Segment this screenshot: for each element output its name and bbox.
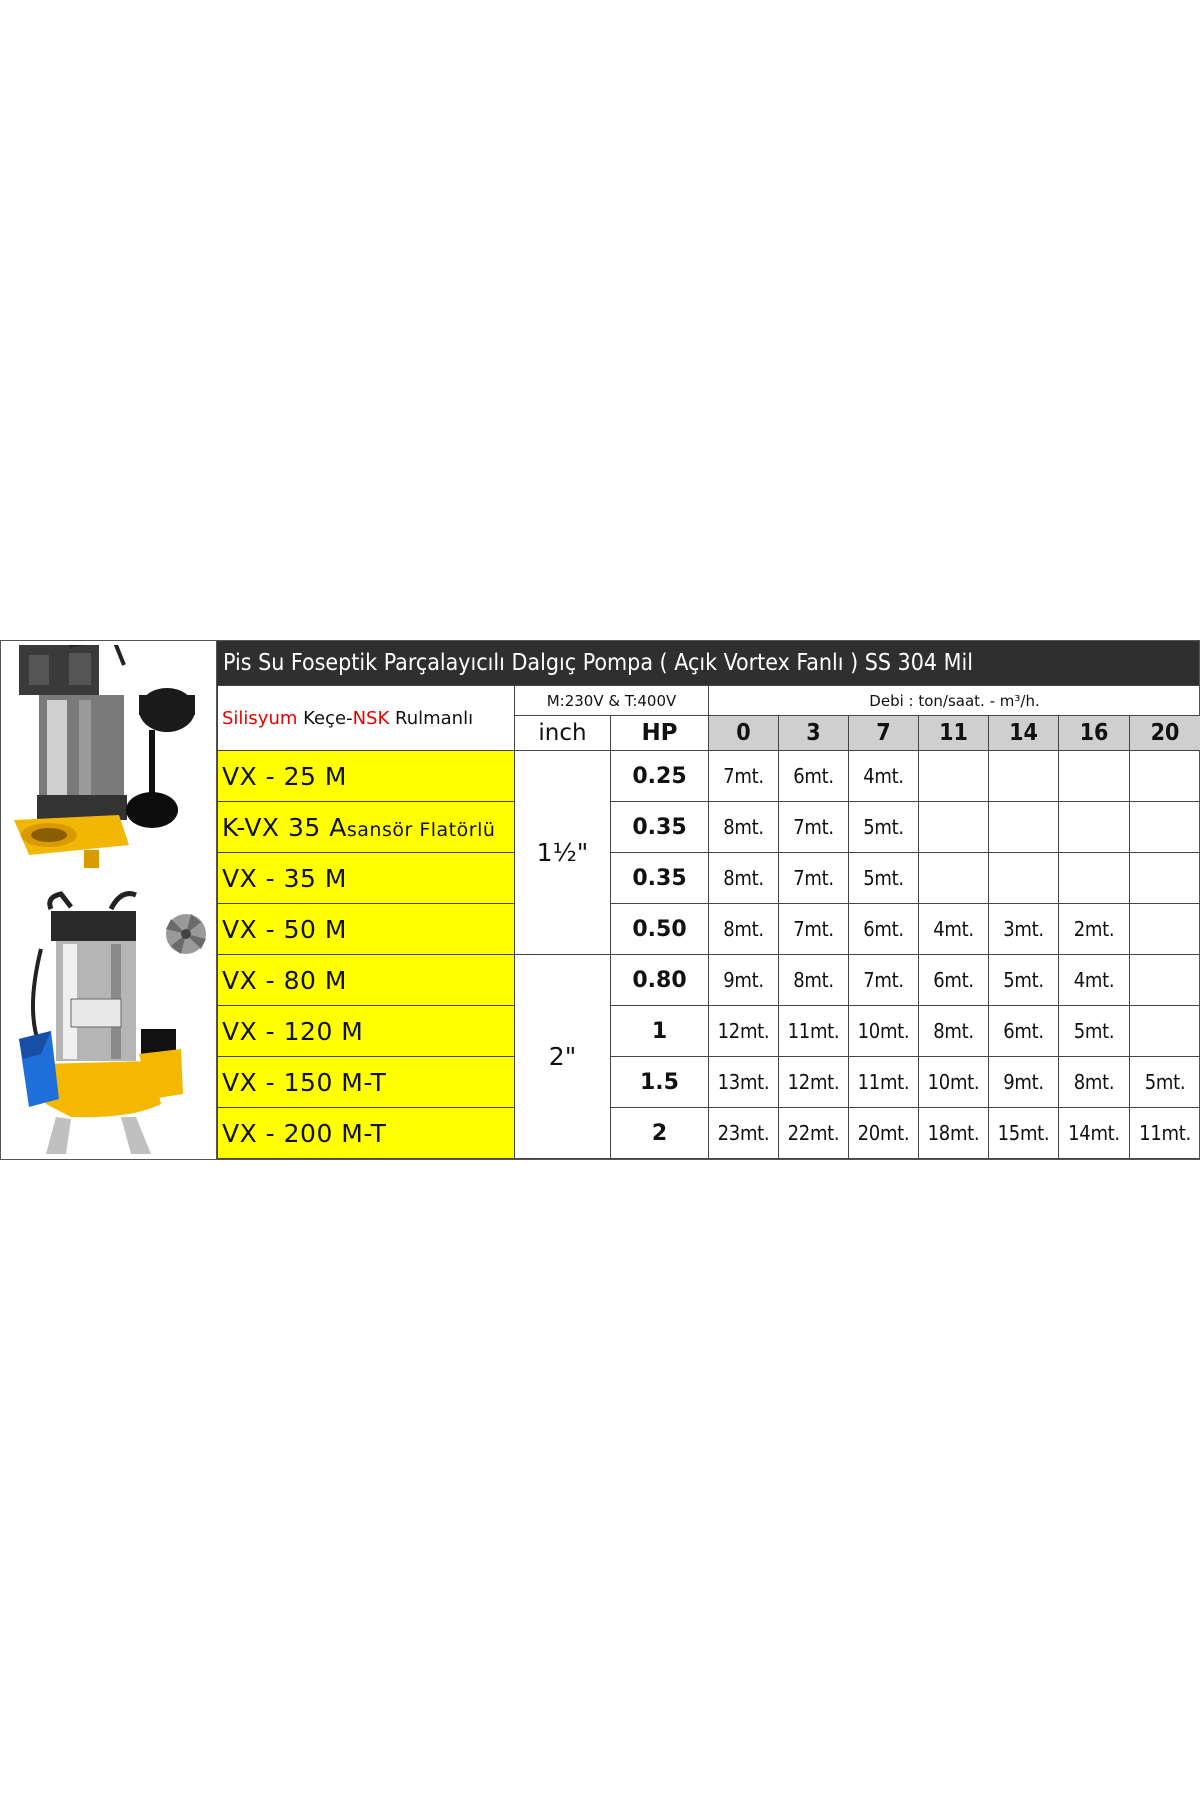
head-value: 3mt. [989,904,1059,955]
head-value: 7mt. [779,904,849,955]
inch-size: 2" [515,955,611,1159]
feature-kece: Keçe- [297,707,353,729]
head-value [1130,802,1200,853]
head-value: 8mt. [709,853,779,904]
head-value: 9mt. [709,955,779,1006]
hp-value: 0.35 [611,853,709,904]
flow-col-20: 20 [1130,716,1200,751]
head-value: 9mt. [989,1057,1059,1108]
inch-header: inch [515,716,611,751]
hp-value: 1.5 [611,1057,709,1108]
head-value [1059,802,1130,853]
head-value: 8mt. [779,955,849,1006]
table-row [218,751,1200,802]
hp-header: HP [611,716,709,751]
head-value: 6mt. [779,751,849,802]
head-value: 11mt. [1130,1108,1200,1159]
head-value [919,751,989,802]
model-name: VX - 25 M [218,751,515,802]
flow-col-3: 3 [779,716,849,751]
head-value: 2mt. [1059,904,1130,955]
head-value: 7mt. [779,853,849,904]
model-name [218,802,515,853]
inch-size: 1½" [515,751,611,955]
table-row [218,853,1200,904]
head-value [1059,751,1130,802]
head-value: 5mt. [989,955,1059,1006]
table-row [218,955,1200,1006]
head-value [1130,955,1200,1006]
model-name-main: K-VX 35 A [222,812,347,842]
head-value: 6mt. [989,1006,1059,1057]
head-value: 12mt. [709,1006,779,1057]
head-value [1130,1006,1200,1057]
head-value [1059,853,1130,904]
spec-sheet [0,640,1200,1160]
head-value [989,802,1059,853]
head-value: 5mt. [1059,1006,1130,1057]
head-value: 8mt. [919,1006,989,1057]
head-value: 4mt. [919,904,989,955]
hp-value: 0.50 [611,904,709,955]
pump-yellow-image [11,889,211,1159]
feature-silisyum: Silisyum [222,707,298,729]
flow-col-14: 14 [989,716,1059,751]
head-value: 15mt. [989,1108,1059,1159]
flow-col-11: 11 [919,716,989,751]
head-value: 11mt. [849,1057,919,1108]
head-value: 12mt. [779,1057,849,1108]
model-name: VX - 50 M [218,904,515,955]
head-value: 10mt. [849,1006,919,1057]
head-value: 18mt. [919,1108,989,1159]
head-value [989,853,1059,904]
head-value [989,751,1059,802]
head-value: 7mt. [849,955,919,1006]
flow-col-0: 0 [709,716,779,751]
table-row [218,802,1200,853]
head-value: 6mt. [849,904,919,955]
head-value: 7mt. [709,751,779,802]
table-row [218,1057,1200,1108]
performance-table [217,685,1200,1159]
hp-value: 0.80 [611,955,709,1006]
hp-value: 2 [611,1108,709,1159]
head-value: 4mt. [849,751,919,802]
head-value: 8mt. [1059,1057,1130,1108]
head-value: 23mt. [709,1108,779,1159]
flow-col-7: 7 [849,716,919,751]
table-row [218,1006,1200,1057]
head-value [1130,853,1200,904]
head-value: 4mt. [1059,955,1130,1006]
head-value: 13mt. [709,1057,779,1108]
feature-nsk: NSK [352,707,390,729]
head-value: 20mt. [849,1108,919,1159]
head-value [919,802,989,853]
pump-with-float-image [9,645,209,880]
head-value: 5mt. [849,802,919,853]
model-name: VX - 35 M [218,853,515,904]
hp-value: 0.25 [611,751,709,802]
head-value: 5mt. [1130,1057,1200,1108]
model-name: VX - 120 M [218,1006,515,1057]
feature-rulman: Rulmanlı [389,707,474,729]
head-value: 11mt. [779,1006,849,1057]
voltage-header: M:230V & T:400V [515,686,709,716]
table-row [218,1108,1200,1159]
head-value: 7mt. [779,802,849,853]
feature-note [218,686,515,751]
hp-value: 0.35 [611,802,709,853]
model-name: VX - 150 M-T [218,1057,515,1108]
head-value: 8mt. [709,802,779,853]
head-value: 10mt. [919,1057,989,1108]
head-value: 8mt. [709,904,779,955]
head-value [919,853,989,904]
hp-value: 1 [611,1006,709,1057]
sheet-title: Pis Su Foseptik Parçalayıcılı Dalgıç Pompa ( Açık Vortex Fanlı ) SS 304 Mil [217,641,1199,685]
flow-col-16: 16 [1059,716,1130,751]
product-images [1,641,217,1159]
head-value: 14mt. [1059,1108,1130,1159]
head-value [1130,904,1200,955]
flow-header: Debi : ton/saat. - m³/h. [709,686,1200,716]
model-name: VX - 200 M-T [218,1108,515,1159]
head-value: 22mt. [779,1108,849,1159]
head-value [1130,751,1200,802]
model-name: VX - 80 M [218,955,515,1006]
head-value: 5mt. [849,853,919,904]
head-value: 6mt. [919,955,989,1006]
model-name-suffix: sansör Flatörlü [346,818,496,841]
table-row [218,904,1200,955]
